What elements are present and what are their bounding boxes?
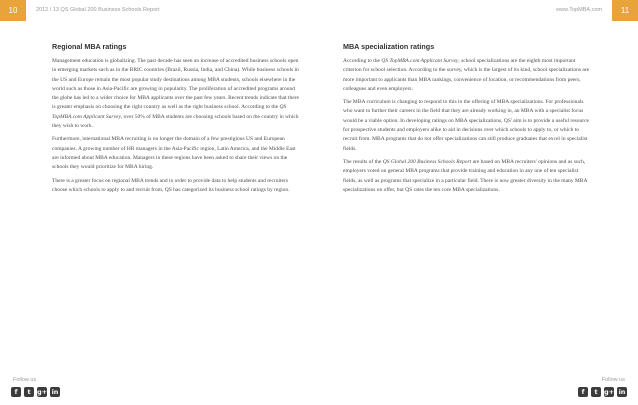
survey-title: QS TopMBA.com Applicant Survey: [52, 104, 287, 120]
left-column: [52, 42, 302, 199]
linkedin-icon[interactable]: in: [51, 387, 59, 396]
mba-specialization-ratings-heading: MBA specialization ratings: [343, 42, 435, 51]
paragraph-text: , over 50% of MBA students are choosing schools based on the country in which they wish to work.: [52, 113, 299, 130]
paragraph-text: are based on MBA recruiters' opinions and as such, employers voted on general MBA programs that provide training and education in any one of ten specialist fields, as well as programs that specialize in a particular field. There is now greater diversity in the many MBA specializations on offer, but QS rates the ten core MBA specializations.: [343, 158, 588, 193]
paragraph: [52, 57, 302, 131]
report-title-italic: QS Global 200 Business Schools Report: [382, 158, 472, 165]
social-icons-right: [578, 387, 627, 397]
twitter-icon[interactable]: t: [24, 387, 34, 397]
paragraph-text: Management education is globalizing. The past decade has seen an increase of accredited business schools open in emerging markets such as in the BRIC countries (Brazil, Russia, India, and China). While business schools in the US and Europe remain the most popular study destinations among MBA students, schools elsewhere in the world such as those in Asia-Pacific are growing in popularity. The proliferation of accredited programs around the globe has led to a wider choice for MBA applicants over the past few years. Recent trends indicate that there is greater emphasis on choosing the right country as well as the right business school. According to the: [52, 58, 299, 111]
paragraph: [343, 57, 593, 94]
follow-us-label: Follow us: [13, 377, 37, 383]
google-plus-icon[interactable]: g+: [36, 387, 48, 396]
paragraph: There is a greater focus on regional MBA trends and in order to provide data to help students and recruiters choose which schools to apply to and recruit from, QS has categorized its business school ratings by region.: [52, 177, 290, 193]
paragraph: [343, 158, 593, 195]
social-icons-left: [11, 387, 60, 397]
paragraph: Furthermore, international MBA recruiting is no longer the domain of a few prestigious US and European companies. A growing number of HR managers in the Asia-Pacific region, Latin America, and the Middle East are informed about MBA education. Managers in these regions have been asked to share their views on the schools they would prioritize for MBA hiring.: [52, 136, 296, 171]
regional-mba-ratings-heading: Regional MBA ratings: [52, 42, 127, 51]
top-header: [0, 0, 638, 21]
right-column: [343, 42, 593, 199]
paragraph-text: , school specializations are the eighth most important criterion for school selection. According to the survey, which is the largest of its kind, school specializations are more important to applicants than MBA rankings, convenience of location, or recommendations from peers, colleagues and even employers.: [343, 58, 590, 92]
report-title: 2012 / 13 QS Global 200 Business Schools Report: [36, 7, 160, 13]
facebook-icon[interactable]: f: [578, 387, 588, 397]
paragraph: The MBA curriculum is changing to respond to this in the offering of MBA specializations. For professionals who want to further their careers in the field that they are already working in, an MBA with a specialist focus would be a viable option. In developing ratings on MBA specializations, QS' aim is to provide a useful resource for prospective students and employers alike to aid in decisions over which schools to apply to, or which to recruit from. MBA programs that do not offer specializations can still produce graduates that excel in specialist fields.: [343, 99, 589, 152]
follow-us-label: Follow us: [601, 377, 625, 383]
twitter-icon[interactable]: t: [591, 387, 601, 397]
linkedin-icon[interactable]: in: [618, 387, 626, 396]
survey-title: QS TopMBA.com Applicant Survey: [381, 58, 459, 64]
site-url[interactable]: www.TopMBA.com: [556, 7, 602, 13]
facebook-icon[interactable]: f: [11, 387, 21, 397]
google-plus-icon[interactable]: g+: [603, 387, 615, 396]
paragraph-text: The results of the: [343, 158, 382, 165]
page-number-left: 10: [0, 0, 26, 21]
paragraph-text: According to the: [343, 58, 380, 64]
page-number-right: 11: [612, 0, 638, 21]
